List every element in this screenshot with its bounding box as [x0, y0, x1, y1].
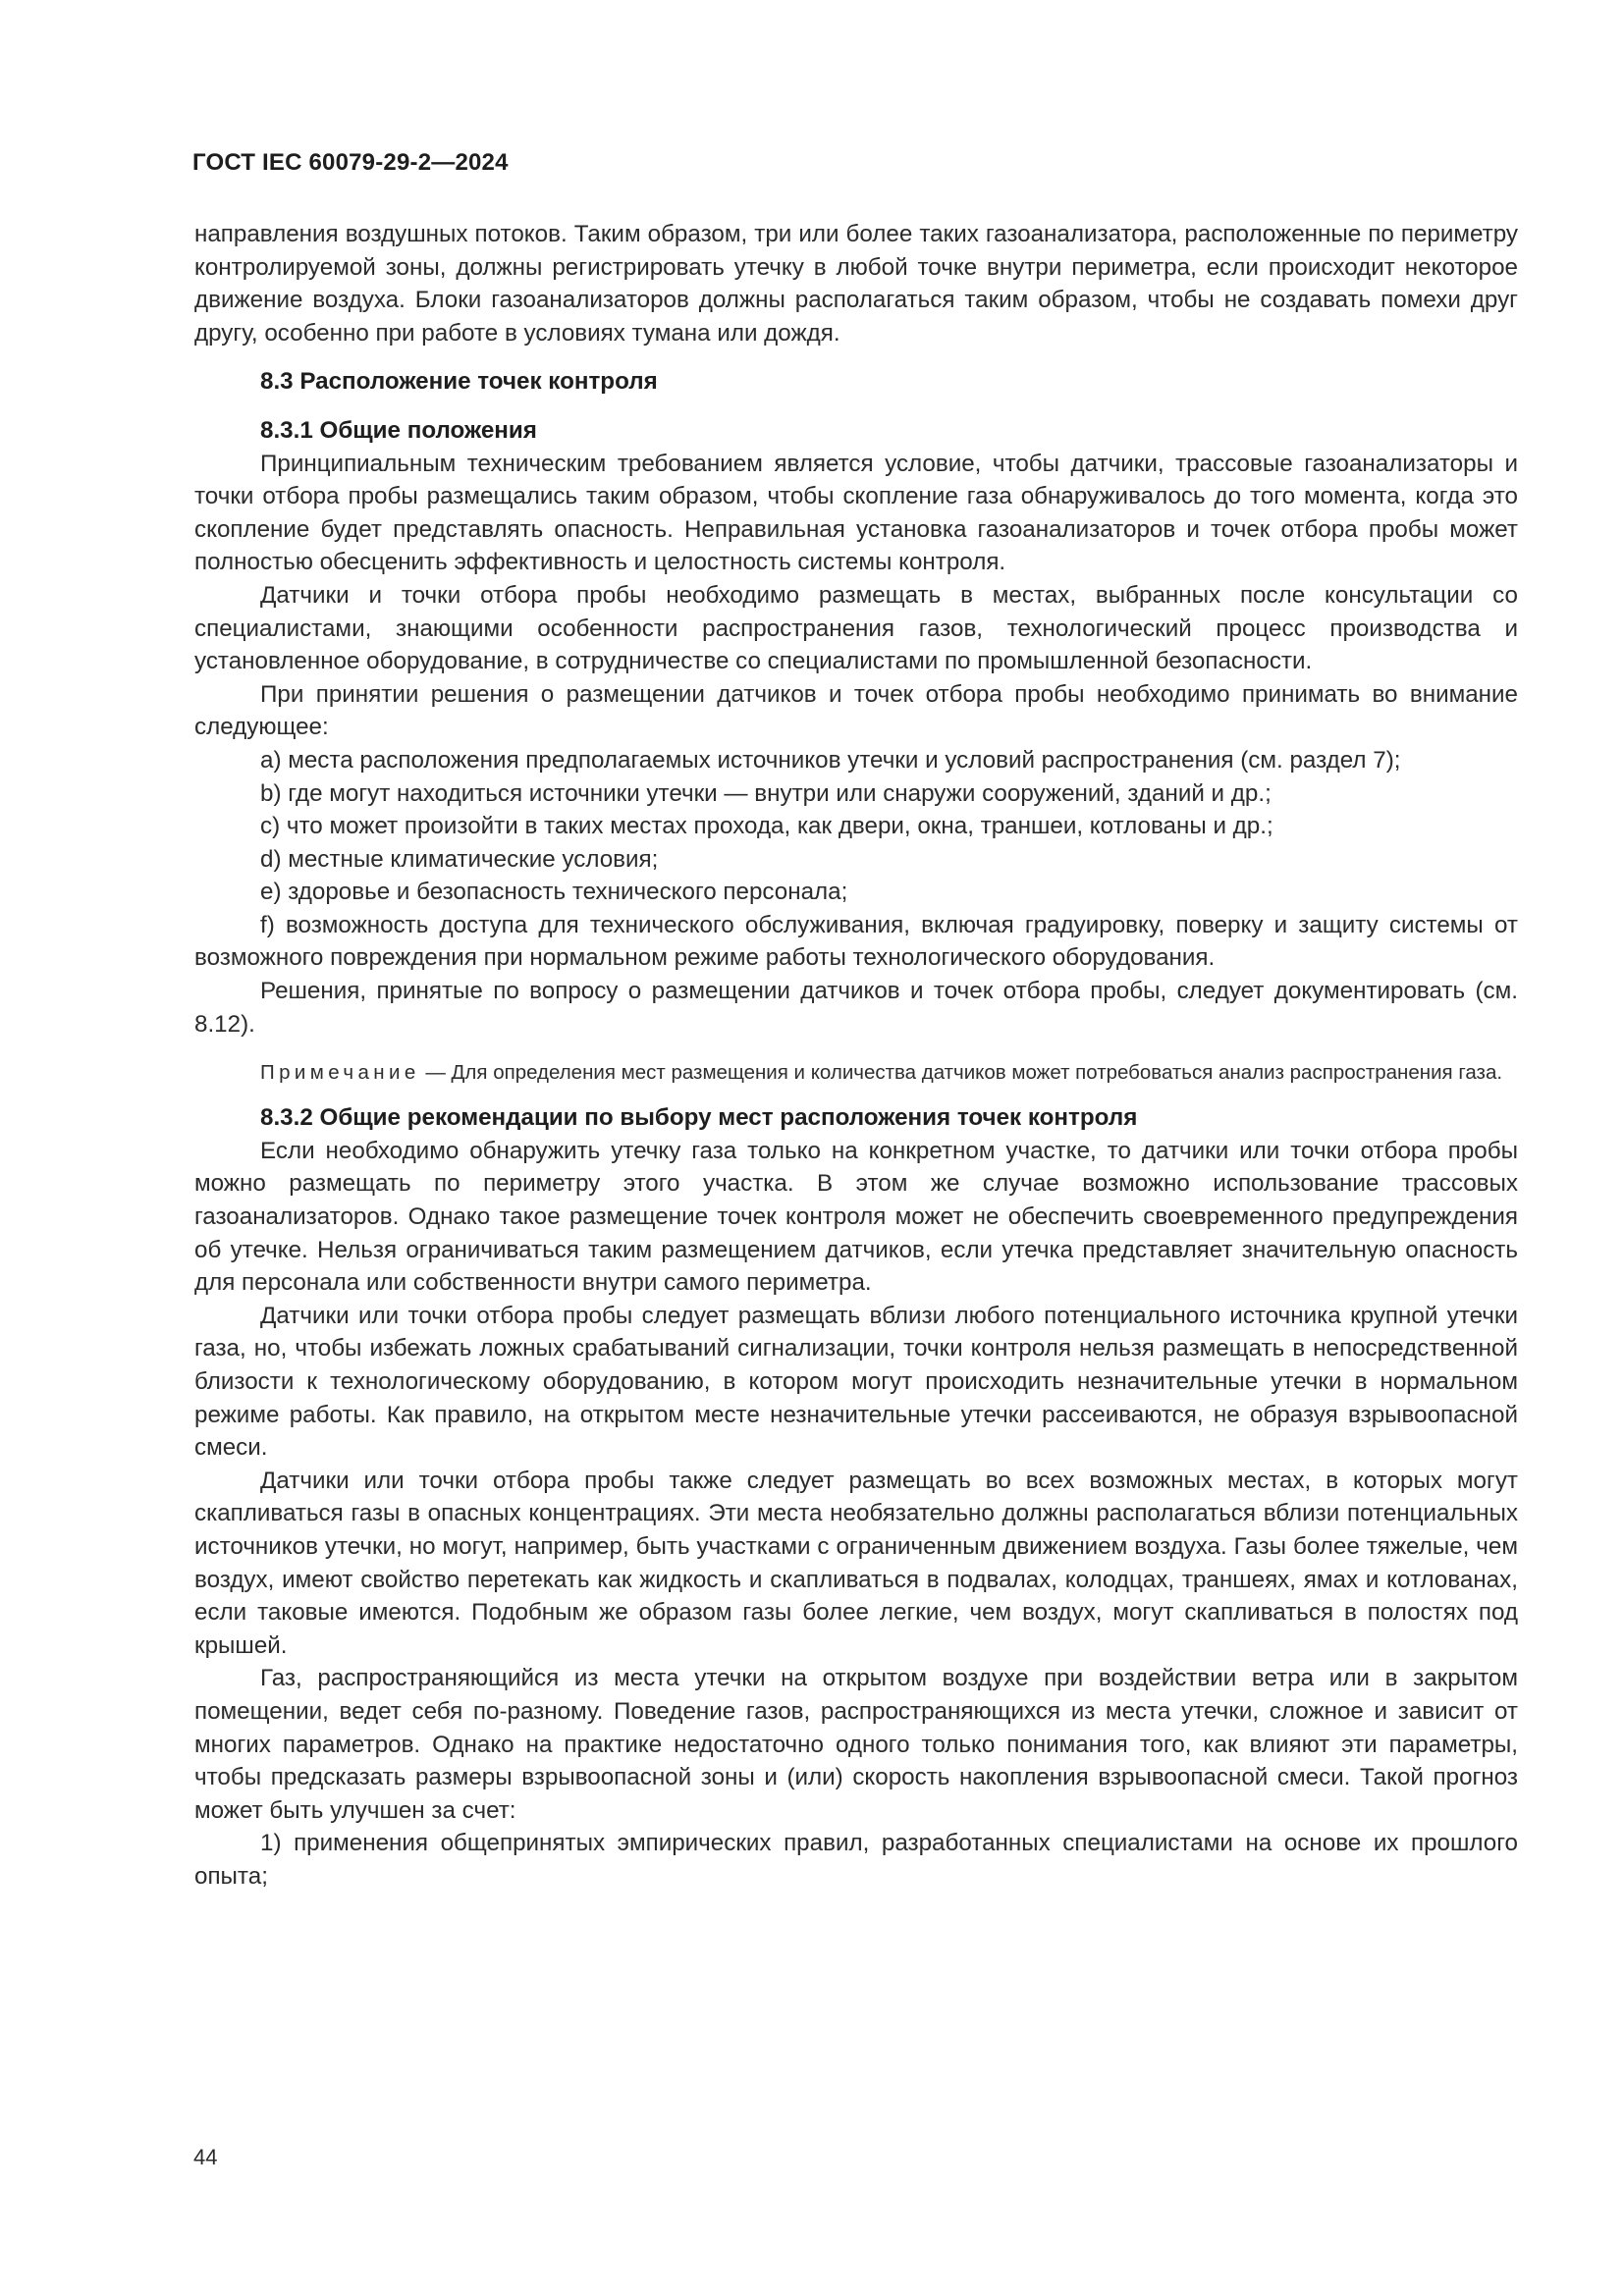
list-item-1: 1) применения общепринятых эмпирических правил, разработанных специалистами на основе их прошлого опыта; [194, 1830, 1518, 1890]
paragraph-continuation: направления воздушных потоков. Таким образом, три или более таких газоанализатора, расположенные по периметру контролируемой зоны, должны регистрировать утечку в любой точке внутри периметра, если происходит некоторое движение воздуха. Блоки газоанализаторов должны располагаться таким образом, чтобы не создавать помехи друг другу, особенно при работе в условиях тумана или дождя. [194, 221, 1518, 347]
paragraph-8-3-1-3: При принятии решения о размещении датчиков и точек отбора пробы необходимо принимать во внимание следующее: [194, 680, 1518, 741]
document-body [194, 218, 1518, 1894]
paragraph-8-3-2-3: Датчики или точки отбора пробы также следует размещать во всех возможных местах, в которых могут скапливаться газы в опасных концентрациях. Эти места необязательно должны располагаться вблизи потенциальных источников утечки, но могут, например, быть участками с ограниченным движением воздуха. Газы более тяжелые, чем воздух, имеют свойство перетекать как жидкость и скапливаться в подвалах, колодцах, траншеях, ямах и котлованах, если таковые имеются. Подобным же образом газы более легкие, чем воздух, могут скапливаться в полостях под крышей. [194, 1467, 1518, 1659]
list-item-b: b) где могут находиться источники утечки — внутри или снаружи сооружений, зданий и др.; [260, 779, 1272, 807]
list-item-f: f) возможность доступа для технического обслуживания, включая градуировку, поверку и защиту системы от возможного повреждения при нормальном режиме работы технологического оборудования. [194, 911, 1518, 972]
list-item-d: d) местные климатические условия; [260, 845, 659, 873]
section-heading-8-3-1: 8.3.1 Общие положения [260, 416, 537, 444]
note-label: Примечание [260, 1061, 420, 1085]
note-text: — Для определения мест размещения и количества датчиков может потребоваться анализ распространения газа. [419, 1061, 1503, 1085]
section-heading-8-3-2: 8.3.2 Общие рекомендации по выбору мест расположения точек контроля [260, 1104, 1138, 1132]
list-item-e: e) здоровье и безопасность технического персонала; [260, 879, 848, 906]
paragraph-8-3-2-2: Датчики или точки отбора пробы следует размещать вблизи любого потенциального источника крупной утечки газа, но, чтобы избежать ложных срабатываний сигнализации, точки контроля нельзя размещать в непосредственной близости к технологическому оборудованию, в котором могут происходить незначительные утечки в нормальном режиме работы. Как правило, на открытом месте незначительные утечки рассеиваются, не образуя взрывоопасной смеси. [194, 1302, 1518, 1462]
page-number: 44 [193, 2145, 218, 2169]
section-heading-8-3: 8.3 Расположение точек контроля [260, 368, 658, 396]
list-item-c: c) что может произойти в таких местах прохода, как двери, окна, траншеи, котлованы и др.; [260, 813, 1273, 840]
page-header-standard-id: ГОСТ IEC 60079-29-2—2024 [192, 149, 509, 176]
paragraph-8-3-1-2: Датчики и точки отбора пробы необходимо размещать в местах, выбранных после консультации со специалистами, знающими особенности распространения газов, технологический процесс производства и установленное оборудование, в сотрудничестве со специалистами по промышленной безопасности. [194, 581, 1518, 675]
paragraph-8-3-2-4: Газ, распространяющийся из места утечки на открытом воздухе при воздействии ветра или в закрытом помещении, ведет себя по-разному. Поведение газов, распространяющихся из места утечки, сложное и зависит от многих параметров. Однако на практике недостаточно одного только понимания того, как влияют эти параметры, чтобы предсказать размеры взрывоопасной зоны и (или) скорость накопления взрывоопасной смеси. Такой прогноз может быть улучшен за счет: [194, 1665, 1518, 1824]
paragraph-8-3-2-1: Если необходимо обнаружить утечку газа только на конкретном участке, то датчики или точки отбора пробы можно размещать по периметру этого участка. В этом же случае возможно использование трассовых газоанализаторов. Однако такое размещение точек контроля может не обеспечить своевременного предупреждения об утечке. Нельзя ограничиваться таким размещением датчиков, если утечка представляет значительную опасность для персонала или собственности внутри самого периметра. [194, 1137, 1518, 1297]
paragraph-8-3-1-1: Принципиальным техническим требованием является условие, чтобы датчики, трассовые газоанализаторы и точки отбора пробы размещались таким образом, чтобы скопление газа обнаруживалось до того момента, когда это скопление будет представлять опасность. Неправильная установка газоанализаторов и точек отбора пробы может полностью обесценить эффективность и целостность системы контроля. [194, 450, 1518, 576]
paragraph-8-3-1-4: Решения, принятые по вопросу о размещении датчиков и точек отбора пробы, следует документировать (см. 8.12). [194, 978, 1518, 1038]
note-block [194, 1058, 1518, 1088]
list-item-a: a) места расположения предполагаемых источников утечки и условий распространения (см. раздел 7); [260, 746, 1401, 774]
